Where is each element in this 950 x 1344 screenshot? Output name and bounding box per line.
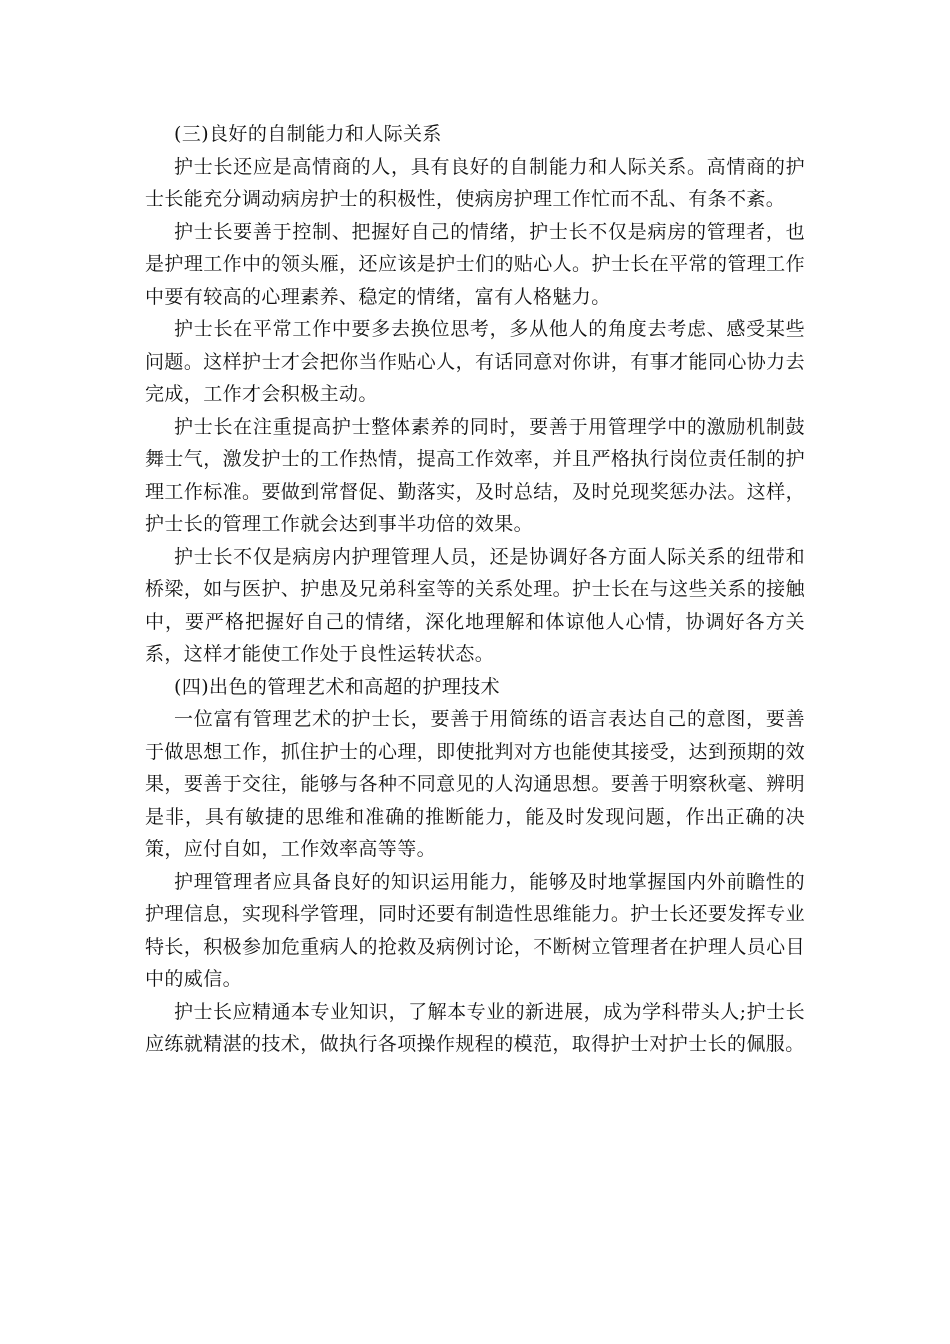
document-page [145,118,805,1061]
paragraph: 护理管理者应具备良好的知识运用能力，能够及时地掌握国内外前瞻性的护理信息，实现科学管理，同时还要有制造性思维能力。护士长还要发挥专业特长，积极参加危重病人的抢救及病例讨论，不断树立管理者在护理人员心目中的威信。 [145,870,805,990]
paragraph: 护士长在注重提高护士整体素养的同时，要善于用管理学中的激励机制鼓舞士气，激发护士的工作热情，提高工作效率，并且严格执行岗位责任制的护理工作标准。要做到常督促、勤落实，及时总结，及时兑现奖惩办法。这样，护士长的管理工作就会达到事半功倍的效果。 [145,415,805,535]
paragraph: 一位富有管理艺术的护士长，要善于用简练的语言表达自己的意图，要善于做思想工作，抓住护士的心理，即使批判对方也能使其接受，达到预期的效果，要善于交往，能够与各种不同意见的人沟通思想。要善于明察秋毫、辨明是非，具有敏捷的思维和准确的推断能力，能及时发现问题，作出正确的决策，应付自如，工作效率高等等。 [145,708,805,860]
section-heading-3: (三)良好的自制能力和人际关系 [174,123,442,145]
paragraph: 护士长还应是高情商的人，具有良好的自制能力和人际关系。高情商的护士长能充分调动病房护士的积极性，使病房护理工作忙而不乱、有条不紊。 [145,155,805,210]
section-heading-4: (四)出色的管理艺术和高超的护理技术 [174,675,501,698]
paragraph: 护士长不仅是病房内护理管理人员，还是协调好各方面人际关系的纽带和桥梁，如与医护、护患及兄弟科室等的关系处理。护士长在与这些关系的接触中，要严格把握好自己的情绪，深化地理解和体谅他人心情，协调好各方关系，这样才能使工作处于良性运转状态。 [145,545,805,665]
paragraph: 护士长应精通本专业知识，了解本专业的新进展，成为学科带头人;护士长应练就精湛的技术，做执行各项操作规程的模范，取得护士对护士长的佩服。 [145,1000,805,1055]
paragraph: 护士长要善于控制、把握好自己的情绪，护士长不仅是病房的管理者，也是护理工作中的领头雁，还应该是护士们的贴心人。护士长在平常的管理工作中要有较高的心理素养、稳定的情绪，富有人格魅力。 [145,220,805,308]
paragraph: 护士长在平常工作中要多去换位思考，多从他人的角度去考虑、感受某些问题。这样护士才会把你当作贴心人，有话同意对你讲，有事才能同心协力去完成，工作才会积极主动。 [145,318,805,405]
